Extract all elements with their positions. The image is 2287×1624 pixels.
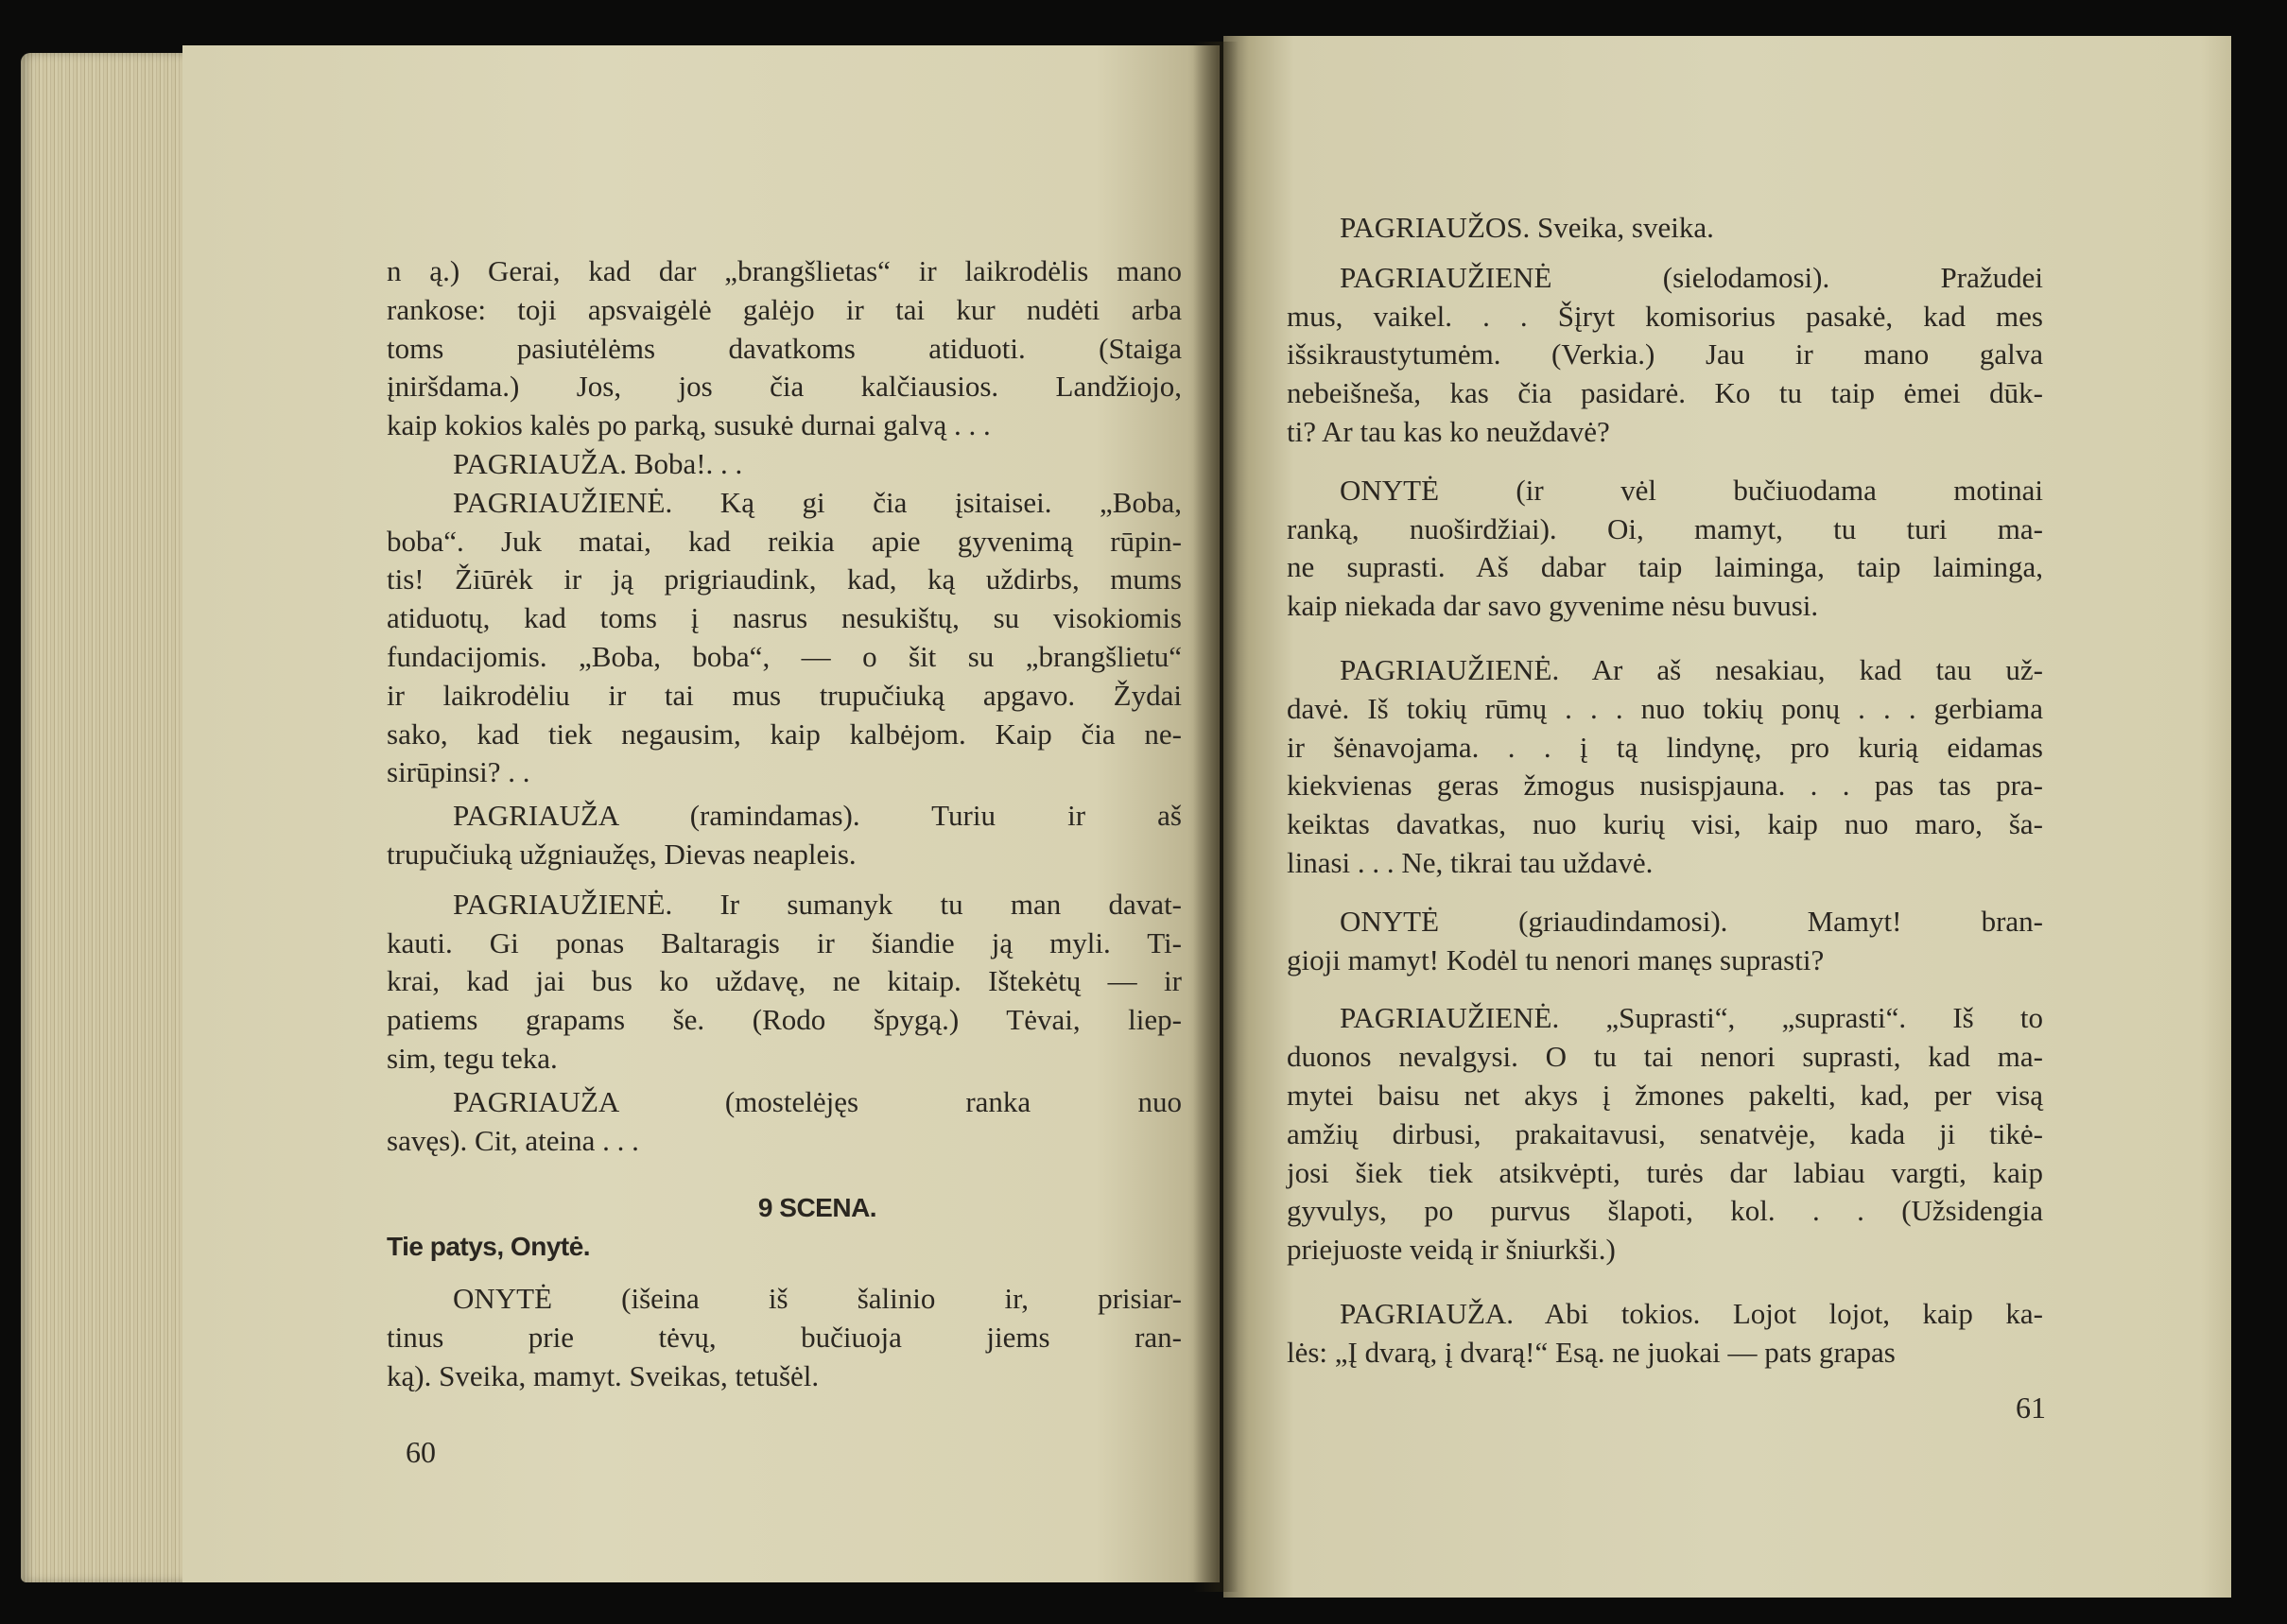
text-line: gioji mamyt! Kodėl tu nenori manęs suprasti? [1287, 942, 1825, 976]
text-line: sim, tegu teka. [387, 1041, 558, 1075]
text-line: linasi . . . Ne, tikrai tau uždavė. [1287, 845, 1654, 879]
text-line: tis! Žiūrėk ir ją prigriaudink, kad, ką uždirbs, mums [387, 562, 1182, 596]
text-line: josi šiek tiek atsikvėpti, turės dar labiau vargti, kaip [1287, 1155, 2043, 1189]
text-line: ranką, nuoširdžiai). Oi, mamyt, tu turi ma- [1287, 511, 2043, 545]
paragraph [387, 445, 1182, 484]
text-line: PAGRIAUŽIENĖ. „Suprasti“, „suprasti“. Iš to [1340, 1001, 2043, 1035]
text-line: priejuoste veidą ir šniurkši.) [1287, 1233, 1616, 1267]
page-number: 60 [406, 1435, 436, 1469]
text-line: PAGRIAUŽIENĖ. Ar aš nesakiau, kad tau už- [1340, 652, 2043, 686]
text-line: nebeišneša, kas čia pasidarė. Ko tu taip ėmei dūk- [1287, 376, 2043, 410]
text-line: mus, vaikel. . . Šįryt komisorius pasakė, kad mes [1287, 299, 2043, 333]
text-line: PAGRIAUŽOS. Sveika, sveika. [1340, 211, 1714, 244]
paragraph [387, 252, 1182, 445]
right-page [1223, 36, 2231, 1598]
text-line: krai, kad jai bus ko uždavę, ne kitaip. Ištekėtų — ir [387, 964, 1182, 998]
text-line: trupučiuką užgniaužęs, Dievas neapleis. [387, 837, 857, 871]
left-page [182, 45, 1220, 1582]
paragraph [1287, 1295, 2043, 1373]
text-line: fundacijomis. „Boba, boba“, — o šit su „brangšlietu“ [387, 639, 1182, 673]
paragraph [387, 484, 1182, 792]
paragraph [1287, 903, 2043, 980]
right-page-text [1287, 209, 2043, 1373]
scene-title: 9 SCENA. [757, 1193, 877, 1223]
text-line: ti? Ar tau kas ko neuždavė? [1287, 414, 1610, 448]
text-line: PAGRIAUŽA. Abi tokios. Lojot lojot, kaip ka- [1340, 1296, 2043, 1330]
paragraph [1287, 472, 2043, 626]
page-number: 61 [2016, 1391, 2046, 1425]
text-line: lės: „Į dvarą, į dvarą!“ Esą. ne juokai — pats grapas [1287, 1335, 1896, 1369]
left-page-text [387, 252, 1182, 1395]
paragraph [387, 797, 1182, 874]
book-page-edges [21, 53, 186, 1582]
text-line: mytei baisu net akys į žmones pakelti, kad, per visą [1287, 1078, 2043, 1112]
text-line: n ą.) Gerai, kad dar „brangšlietas“ ir laikrodėlis mano [387, 254, 1182, 287]
text-line: išsikraustytumėm. (Verkia.) Jau ir mano galva [1287, 337, 2043, 371]
text-line: keiktas davatkas, nuo kurių visi, kaip nuo maro, ša- [1287, 807, 2043, 841]
text-line: gyvulys, po purvus šlapoti, kol. . . (Užsidengia [1287, 1194, 2043, 1228]
text-line: ką). Sveika, mamyt. Sveikas, tetušėl. [387, 1358, 820, 1392]
text-line: boba“. Juk matai, kad reikia apie gyvenimą rūpin- [387, 524, 1182, 558]
paragraph [387, 1280, 1182, 1395]
text-line: kauti. Gi ponas Baltaragis ir šiandie ją myli. Ti- [387, 925, 1182, 959]
text-line: patiems grapams še. (Rodo špygą.) Tėvai, liep- [387, 1003, 1182, 1037]
text-line: PAGRIAUŽIENĖ. Ką gi čia įsitaisei. „Boba, [453, 485, 1182, 519]
text-line: duonos nevalgysi. O tu tai nenori suprasti, kad ma- [1287, 1040, 2043, 1074]
text-line: atiduotų, kad toms į nasrus nesukištų, su visokiomis [387, 601, 1182, 635]
text-line: kiekvienas geras žmogus nusispjauna. . . pas tas pra- [1287, 769, 2043, 803]
paragraph [1287, 209, 2043, 248]
text-line: amžių dirbusi, prakaitavusi, senatvėje, kada ji tikė- [1287, 1116, 2043, 1150]
text-line: PAGRIAUŽIENĖ (sielodamosi). Pražudei [1340, 260, 2043, 294]
scene-subtitle: Tie patys, Onytė. [387, 1232, 591, 1262]
text-line: sirūpinsi? . . [387, 755, 530, 789]
text-line: ne suprasti. Aš dabar taip laiminga, taip laiminga, [1287, 550, 2043, 584]
text-line: tinus prie tėvų, bučiuoja jiems ran- [387, 1320, 1182, 1354]
text-line: įniršdama.) Jos, jos čia kalčiausios. Landžiojo, [387, 370, 1182, 404]
scene-heading [387, 1189, 1182, 1267]
text-line: PAGRIAUŽIENĖ. Ir sumanyk tu man davat- [453, 887, 1182, 921]
text-line: PAGRIAUŽA. Boba!. . . [453, 446, 743, 480]
text-line: toms pasiutėlėms davatkoms atiduoti. (Staiga [387, 331, 1182, 365]
paragraph [387, 886, 1182, 1079]
text-line: davė. Iš tokių rūmų . . . nuo tokių ponų . . . gerbiama [1287, 691, 2043, 725]
paragraph [1287, 651, 2043, 883]
text-line: kaip niekada dar savo gyvenime nėsu buvusi. [1287, 589, 1819, 623]
paragraph [387, 1083, 1182, 1161]
text-line: sako, kad tiek negausim, kaip kalbėjom. Kaip čia ne- [387, 717, 1182, 751]
text-line: rankose: toji apsvaigėlė galėjo ir tai kur nudėti arba [387, 292, 1182, 326]
paragraph [1287, 259, 2043, 452]
text-line: PAGRIAUŽA (ramindamas). Turiu ir aš [453, 799, 1182, 833]
text-line: savęs). Cit, ateina . . . [387, 1123, 639, 1157]
book-gutter [1193, 42, 1239, 1592]
text-line: ir šėnavojama. . . į tą lindynę, pro kurią eidamas [1287, 730, 2043, 764]
paragraph [1287, 999, 2043, 1270]
text-line: PAGRIAUŽA (mostelėjęs ranka nuo [453, 1084, 1182, 1118]
text-line: ONYTĖ (išeina iš šalinio ir, prisiar- [453, 1281, 1182, 1315]
text-line: ir laikrodėliu ir tai mus trupučiuką apgavo. Žydai [387, 678, 1182, 712]
text-line: ONYTĖ (griaudindamosi). Mamyt! bran- [1340, 904, 2043, 938]
text-line: ONYTĖ (ir vėl bučiuodama motinai [1340, 473, 2043, 507]
text-line: kaip kokios kalės po parką, susukė durnai galvą . . . [387, 408, 991, 442]
